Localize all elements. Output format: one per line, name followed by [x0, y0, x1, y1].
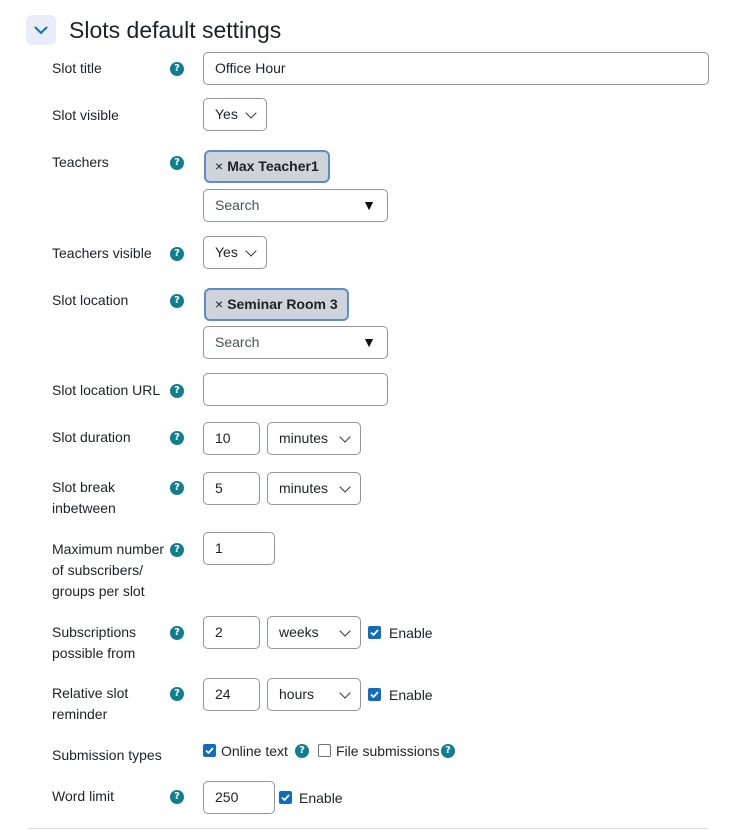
help-icon[interactable]: ? — [170, 543, 184, 557]
slot-break-input[interactable]: 5 — [203, 472, 260, 505]
relative-reminder-unit-select[interactable] — [267, 678, 361, 711]
section-title: Slots default settings — [69, 17, 282, 43]
help-icon[interactable]: ? — [170, 687, 184, 701]
relative-reminder-enable-checkbox[interactable] — [368, 688, 381, 701]
help-icon[interactable]: ? — [441, 744, 455, 758]
section-divider — [28, 828, 708, 829]
slot-duration-unit-select[interactable] — [267, 422, 361, 455]
slot-break-label-line: inbetween — [52, 500, 116, 516]
checkmark-icon — [370, 629, 379, 636]
subscriptions-from-unit-value: weeks — [279, 624, 319, 640]
word-limit-enable-label: Enable — [299, 790, 343, 806]
file-submissions-checkbox[interactable] — [318, 744, 331, 757]
help-icon[interactable]: ? — [170, 481, 184, 495]
location-search-input[interactable] — [203, 326, 388, 359]
slot-break-unit-select[interactable] — [267, 472, 361, 505]
slot-title-label: Slot title — [52, 60, 102, 76]
slot-duration-input[interactable]: 10 — [203, 422, 260, 455]
help-icon[interactable]: ? — [170, 62, 184, 76]
dropdown-triangle-icon[interactable]: ▼ — [362, 334, 376, 350]
subscriptions-from-label-line: Subscriptions — [52, 624, 137, 640]
slot-break-label — [52, 477, 116, 519]
remove-tag-icon[interactable]: × — [215, 158, 224, 174]
location-search-placeholder: Search — [215, 334, 260, 350]
location-tag[interactable] — [204, 288, 349, 321]
help-icon[interactable]: ? — [170, 156, 184, 170]
relative-reminder-label-line: reminder — [52, 706, 108, 722]
teachers-search-input[interactable] — [203, 189, 388, 222]
help-icon[interactable]: ? — [295, 744, 309, 758]
subscriptions-from-enable-checkbox[interactable] — [368, 626, 381, 639]
teachers-label: Teachers — [52, 154, 109, 170]
word-limit-label: Word limit — [52, 788, 114, 804]
slot-location-label: Slot location — [52, 292, 129, 308]
relative-reminder-enable-label: Enable — [389, 687, 433, 703]
teachers-visible-label: Teachers visible — [52, 245, 152, 261]
slot-break-label-line: Slot break — [52, 479, 116, 495]
chevron-down-icon — [339, 431, 350, 442]
chevron-down-icon — [34, 26, 48, 35]
file-submissions-label: File submissions — [336, 743, 440, 759]
max-subscribers-label — [52, 539, 164, 602]
max-subscribers-input[interactable]: 1 — [203, 532, 275, 565]
relative-reminder-label-line: Relative slot — [52, 685, 129, 701]
word-limit-enable-checkbox[interactable] — [279, 791, 292, 804]
online-text-label: Online text — [221, 743, 288, 759]
max-subscribers-label-line: Maximum number — [52, 541, 165, 557]
max-subscribers-label-line: groups per slot — [52, 583, 145, 599]
checkmark-icon — [205, 747, 214, 754]
slot-visible-value: Yes — [215, 106, 238, 122]
help-icon[interactable]: ? — [170, 626, 184, 640]
relative-reminder-label — [52, 683, 128, 725]
chevron-down-icon — [245, 245, 256, 256]
collapse-section-button[interactable] — [26, 15, 56, 45]
help-icon[interactable]: ? — [170, 247, 184, 261]
subscriptions-from-input[interactable]: 2 — [203, 616, 260, 649]
teachers-search-placeholder: Search — [215, 197, 260, 213]
dropdown-triangle-icon[interactable]: ▼ — [362, 197, 376, 213]
chevron-down-icon — [339, 625, 350, 636]
checkmark-icon — [281, 794, 290, 801]
checkmark-icon — [370, 691, 379, 698]
slot-location-url-input[interactable] — [203, 373, 388, 406]
subscriptions-from-label-line: possible from — [52, 645, 136, 661]
online-text-checkbox[interactable] — [203, 744, 216, 757]
chevron-down-icon — [339, 687, 350, 698]
chevron-down-icon — [245, 107, 256, 118]
remove-tag-icon[interactable]: × — [215, 296, 224, 312]
slot-duration-label: Slot duration — [52, 429, 131, 445]
slot-visible-label: Slot visible — [52, 107, 119, 123]
teachers-visible-select[interactable] — [203, 236, 267, 269]
subscriptions-from-label — [52, 622, 136, 664]
subscriptions-from-enable-label: Enable — [389, 625, 433, 641]
help-icon[interactable]: ? — [170, 431, 184, 445]
teacher-tag[interactable] — [204, 150, 330, 183]
relative-reminder-input[interactable]: 24 — [203, 678, 260, 711]
submission-types-label: Submission types — [52, 747, 162, 763]
subscriptions-from-unit-select[interactable] — [267, 616, 361, 649]
help-icon[interactable]: ? — [170, 384, 184, 398]
help-icon[interactable]: ? — [170, 294, 184, 308]
slot-duration-unit-value: minutes — [279, 430, 329, 446]
max-subscribers-label-line: of subscribers/ — [52, 562, 144, 578]
slot-location-url-label: Slot location URL — [52, 382, 161, 398]
word-limit-input[interactable]: 250 — [203, 781, 275, 814]
teacher-tag-label: Max Teacher1 — [227, 158, 319, 174]
slot-title-input[interactable]: Office Hour — [203, 52, 709, 85]
chevron-down-icon — [339, 481, 350, 492]
relative-reminder-unit-value: hours — [279, 686, 315, 702]
help-icon[interactable]: ? — [170, 790, 184, 804]
slot-visible-select[interactable] — [203, 98, 267, 131]
slot-break-unit-value: minutes — [279, 480, 329, 496]
teachers-visible-value: Yes — [215, 244, 238, 260]
location-tag-label: Seminar Room 3 — [227, 296, 338, 312]
